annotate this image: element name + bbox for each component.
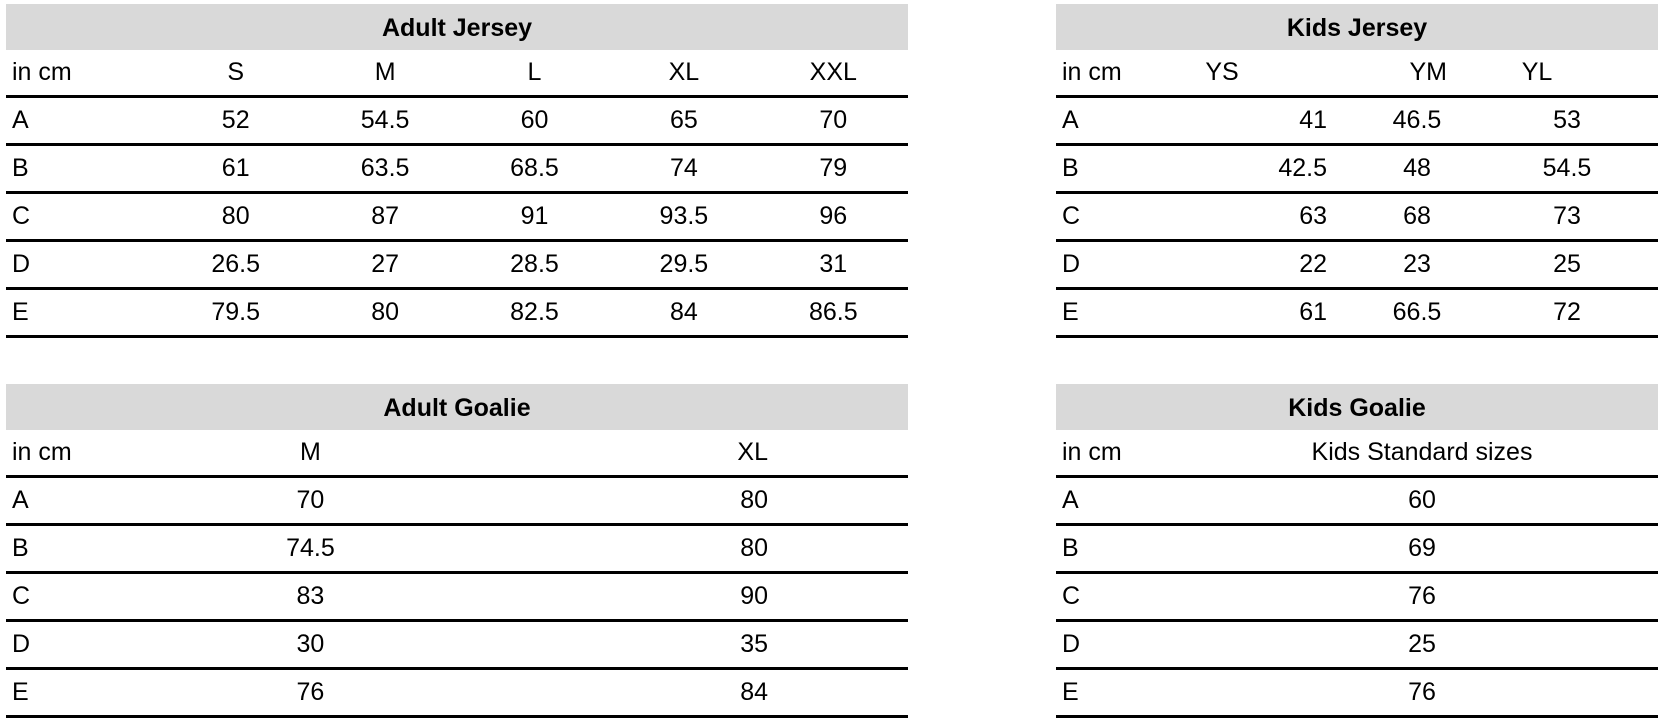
size-header: YL xyxy=(1521,58,1553,86)
table-title: Adult Goalie xyxy=(6,384,908,430)
table-cell: 63.5 xyxy=(360,154,410,182)
table-cell: 31 xyxy=(819,250,848,278)
table-row xyxy=(1056,622,1658,670)
table-cell: 63 xyxy=(1299,202,1327,230)
table-cell: 54.5 xyxy=(1542,154,1592,182)
kids-jersey-table xyxy=(1056,4,1658,338)
size-header: XL xyxy=(668,58,700,86)
table-cell: 96 xyxy=(819,202,848,230)
table-cell: 74 xyxy=(669,154,698,182)
table-cell: 82.5 xyxy=(510,298,559,326)
adult-goalie-table xyxy=(6,384,908,718)
table-header-row xyxy=(6,430,908,478)
table-cell: 42.5 xyxy=(1278,154,1327,182)
row-label: A xyxy=(1062,486,1079,514)
table-row xyxy=(1056,98,1658,146)
table-cell: 80 xyxy=(740,486,768,514)
table-cell: 83 xyxy=(296,582,325,610)
unit-label: in cm xyxy=(12,438,72,466)
table-header-row xyxy=(1056,50,1658,98)
unit-label: in cm xyxy=(1062,58,1122,86)
table-cell: 79 xyxy=(819,154,848,182)
table-cell: 46.5 xyxy=(1392,106,1442,134)
row-label: A xyxy=(12,106,29,134)
table-row xyxy=(1056,290,1658,338)
table-row xyxy=(1056,146,1658,194)
row-label: C xyxy=(12,202,31,230)
row-label: D xyxy=(1062,250,1081,278)
table-cell: 76 xyxy=(296,678,325,706)
table-cell: 41 xyxy=(1299,106,1327,134)
row-label: A xyxy=(1062,106,1079,134)
table-cell: 65 xyxy=(669,106,698,134)
table-cell: 80 xyxy=(740,534,768,562)
table-cell: 80 xyxy=(371,298,399,326)
table-cell: 53 xyxy=(1553,106,1581,134)
table-cell: 72 xyxy=(1553,298,1581,326)
table-row xyxy=(1056,526,1658,574)
row-label: C xyxy=(1062,582,1081,610)
table-cell: 76 xyxy=(1408,582,1436,610)
table-cell: 76 xyxy=(1408,678,1436,706)
table-cell: 68 xyxy=(1403,202,1431,230)
row-label: B xyxy=(1062,154,1079,182)
table-title: Adult Jersey xyxy=(6,4,908,50)
row-label: E xyxy=(1062,678,1079,706)
size-header: M xyxy=(300,438,321,466)
row-label: E xyxy=(12,298,29,326)
row-label: D xyxy=(1062,630,1081,658)
table-row xyxy=(6,670,908,718)
table-title: Kids Jersey xyxy=(1056,4,1658,50)
row-label: E xyxy=(1062,298,1079,326)
size-header: XL xyxy=(737,438,768,466)
table-cell: 79.5 xyxy=(211,298,261,326)
size-header: M xyxy=(374,58,396,86)
table-cell: 35 xyxy=(740,630,768,658)
table-cell: 27 xyxy=(371,250,399,278)
table-cell: 74.5 xyxy=(286,534,335,562)
row-label: D xyxy=(12,630,31,658)
row-label: A xyxy=(12,486,29,514)
table-cell: 84 xyxy=(740,678,768,706)
table-cell: 52 xyxy=(221,106,250,134)
table-cell: 73 xyxy=(1553,202,1581,230)
table-row xyxy=(6,526,908,574)
table-cell: 68.5 xyxy=(510,154,559,182)
table-cell: 22 xyxy=(1299,250,1327,278)
row-label: B xyxy=(1062,534,1079,562)
size-header: XXL xyxy=(809,58,857,86)
row-label: D xyxy=(12,250,31,278)
table-cell: 91 xyxy=(520,202,549,230)
table-cell: 61 xyxy=(1299,298,1327,326)
table-row xyxy=(6,622,908,670)
table-cell: 90 xyxy=(740,582,768,610)
table-cell: 84 xyxy=(669,298,698,326)
table-cell: 48 xyxy=(1403,154,1431,182)
size-header: YM xyxy=(1409,58,1447,86)
table-row xyxy=(1056,670,1658,718)
table-cell: 69 xyxy=(1408,534,1436,562)
table-cell: 70 xyxy=(296,486,325,514)
table-cell: 61 xyxy=(221,154,250,182)
table-cell: 23 xyxy=(1403,250,1431,278)
table-cell: 54.5 xyxy=(360,106,410,134)
unit-label: in cm xyxy=(1062,438,1122,466)
table-row xyxy=(6,290,908,338)
table-row xyxy=(1056,478,1658,526)
table-header-row xyxy=(6,50,908,98)
table-cell: 60 xyxy=(1408,486,1436,514)
size-header: Kids Standard sizes xyxy=(1311,438,1533,466)
table-cell: 25 xyxy=(1553,250,1581,278)
table-cell: 93.5 xyxy=(659,202,709,230)
size-header: YS xyxy=(1205,58,1239,86)
table-cell: 30 xyxy=(296,630,325,658)
table-cell: 60 xyxy=(520,106,549,134)
table-cell: 26.5 xyxy=(211,250,261,278)
table-title: Kids Goalie xyxy=(1056,384,1658,430)
table-cell: 66.5 xyxy=(1392,298,1442,326)
row-label: B xyxy=(12,534,29,562)
size-header: L xyxy=(527,58,542,86)
table-row xyxy=(6,146,908,194)
table-cell: 70 xyxy=(819,106,848,134)
table-row xyxy=(6,194,908,242)
kids-goalie-table xyxy=(1056,384,1658,718)
row-label: B xyxy=(12,154,29,182)
table-row xyxy=(6,478,908,526)
table-header-row xyxy=(1056,430,1658,478)
table-row xyxy=(6,574,908,622)
table-row xyxy=(6,98,908,146)
size-header: S xyxy=(227,58,245,86)
table-cell: 86.5 xyxy=(808,298,858,326)
table-row xyxy=(1056,574,1658,622)
row-label: E xyxy=(12,678,29,706)
table-cell: 29.5 xyxy=(659,250,709,278)
table-cell: 87 xyxy=(371,202,399,230)
table-cell: 25 xyxy=(1408,630,1436,658)
table-row xyxy=(1056,242,1658,290)
row-label: C xyxy=(1062,202,1081,230)
table-row xyxy=(1056,194,1658,242)
table-cell: 28.5 xyxy=(510,250,559,278)
unit-label: in cm xyxy=(12,58,72,86)
table-cell: 80 xyxy=(221,202,250,230)
row-label: C xyxy=(12,582,31,610)
adult-jersey-table xyxy=(6,4,908,338)
table-row xyxy=(6,242,908,290)
